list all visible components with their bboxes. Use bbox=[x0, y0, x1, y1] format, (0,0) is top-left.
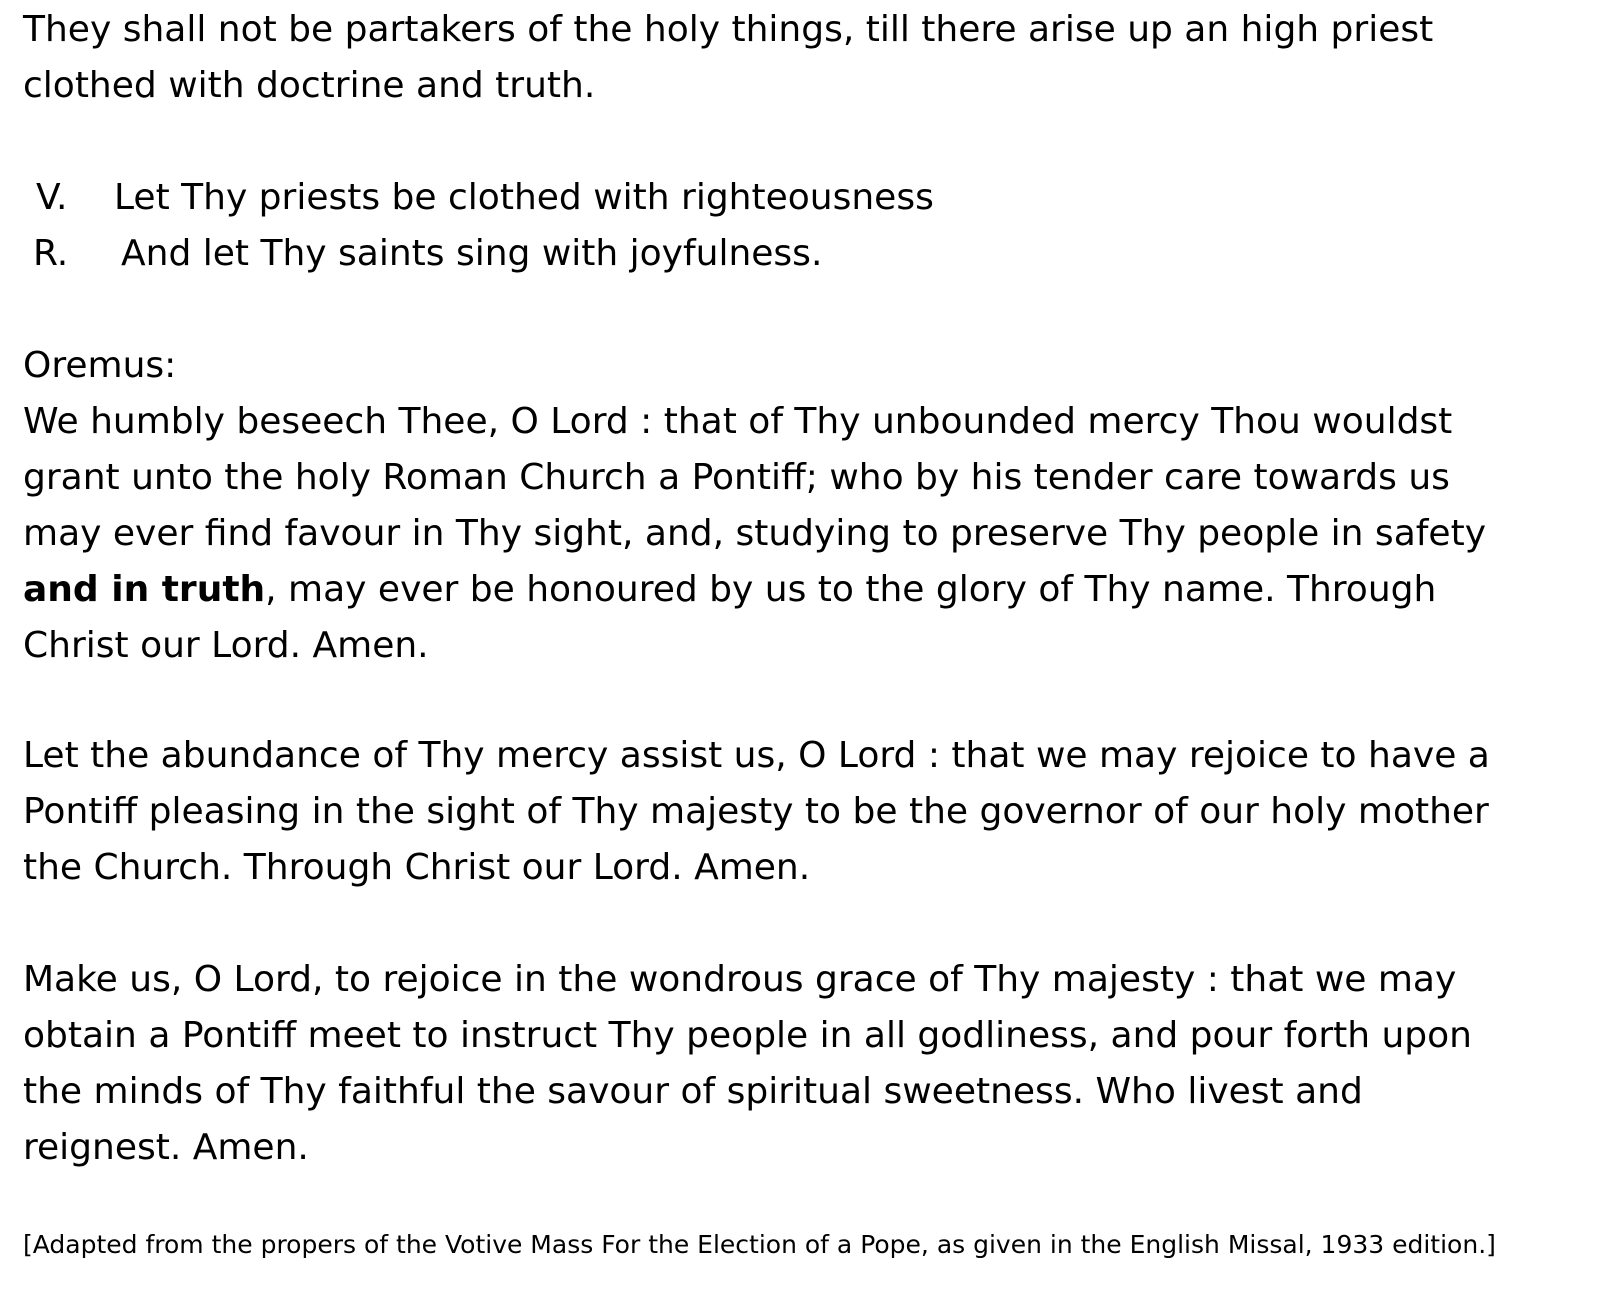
bold-emphasis: and in truth bbox=[23, 569, 266, 610]
versicle-text: Let Thy priests be clothed with righteousness bbox=[114, 177, 934, 218]
text-line: Pontiff pleasing in the sight of Thy majesty to be the governor of our holy mother bbox=[23, 791, 1489, 832]
text-line: grant unto the holy Roman Church a Pontiff; who by his tender care towards us bbox=[23, 457, 1450, 498]
versicle-mark: V. bbox=[36, 177, 68, 218]
versicle-response-block bbox=[23, 170, 934, 282]
text-line: Christ our Lord. Amen. bbox=[23, 625, 429, 666]
text-line: Make us, O Lord, to rejoice in the wondrous grace of Thy majesty : that we may bbox=[23, 959, 1457, 1000]
response-text: And let Thy saints sing with joyfulness. bbox=[121, 233, 823, 274]
source-note: [Adapted from the propers of the Votive Mass For the Election of a Pope, as given in the English Missal, 1933 edition.] bbox=[23, 1230, 1496, 1259]
second-prayer bbox=[23, 728, 1490, 896]
text-line: may ever find favour in Thy sight, and, studying to preserve Thy people in safety bbox=[23, 513, 1486, 554]
third-prayer bbox=[23, 952, 1472, 1176]
text-line: We humbly beseech Thee, O Lord : that of Thy unbounded mercy Thou wouldst bbox=[23, 401, 1453, 442]
text-line: the Church. Through Christ our Lord. Amen. bbox=[23, 847, 811, 888]
text-span: , may ever be honoured by us to the glory of Thy name. Through bbox=[265, 569, 1437, 610]
opening-paragraph bbox=[23, 2, 1433, 114]
response-line bbox=[23, 226, 934, 282]
oremus-prayer bbox=[23, 338, 1486, 674]
text-line: They shall not be partakers of the holy things, till there arise up an high priest bbox=[23, 9, 1434, 50]
oremus-heading: Oremus: bbox=[23, 345, 177, 386]
text-line: the minds of Thy faithful the savour of spiritual sweetness. Who livest and bbox=[23, 1071, 1363, 1112]
versicle-line bbox=[23, 170, 934, 226]
text-line: Let the abundance of Thy mercy assist us, O Lord : that we may rejoice to have a bbox=[23, 735, 1490, 776]
text-line: obtain a Pontiff meet to instruct Thy people in all godliness, and pour forth upon bbox=[23, 1015, 1472, 1056]
text-line bbox=[23, 562, 1486, 618]
text-line: reignest. Amen. bbox=[23, 1127, 309, 1168]
text-line: clothed with doctrine and truth. bbox=[23, 65, 596, 106]
response-mark: R. bbox=[33, 233, 69, 274]
